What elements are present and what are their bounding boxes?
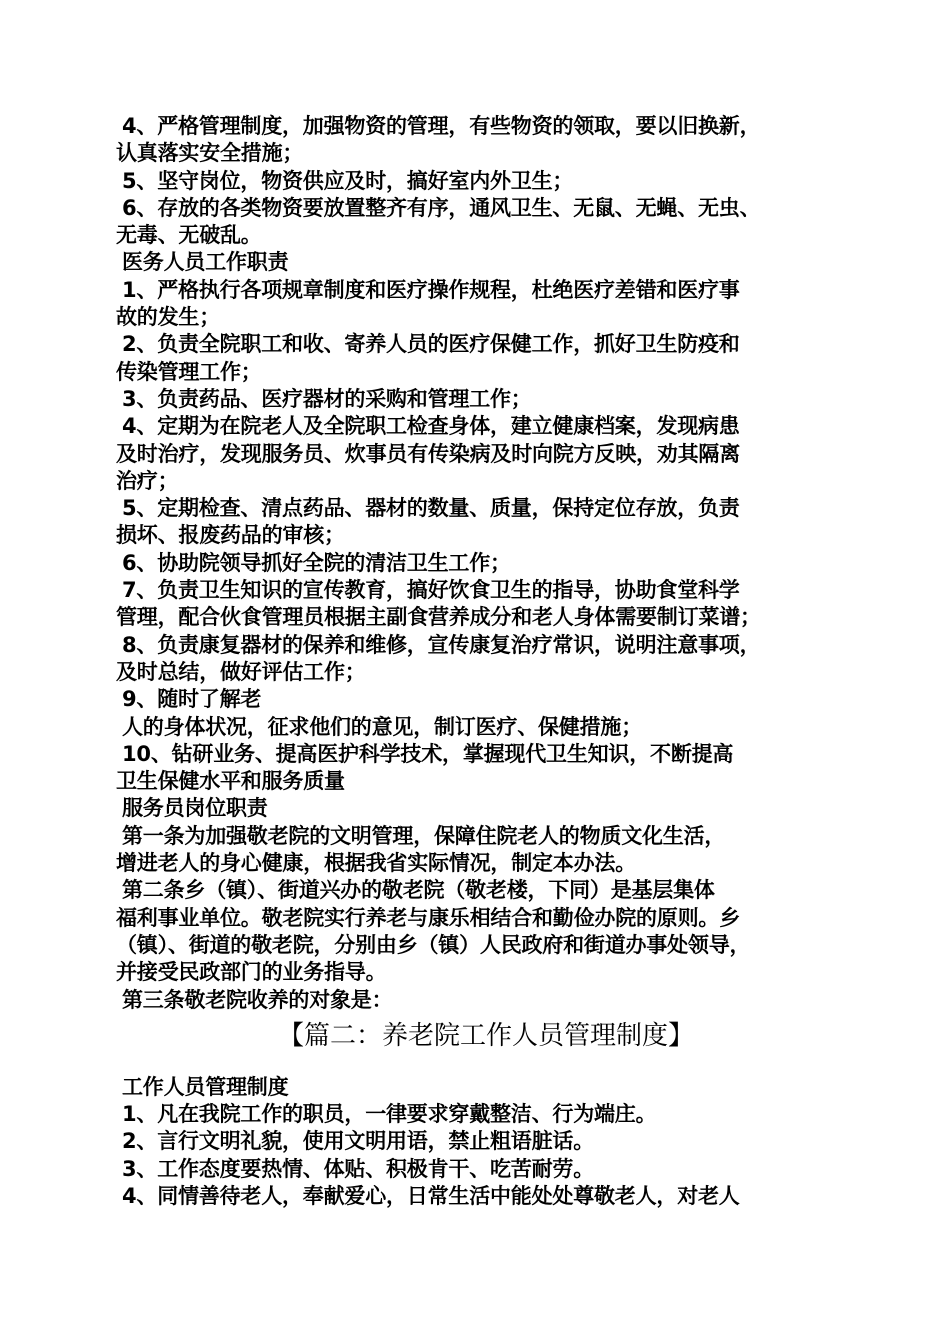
text-line: 传染管理工作； [116, 359, 262, 384]
text-line: 2、言行文明礼貌，使用文明用语，禁止粗语脏话。 [122, 1129, 595, 1154]
text-line: 服务员岗位职责 [122, 796, 268, 821]
text-line: 3、工作态度要热情、体贴、积极肯干、吃苦耐劳。 [122, 1156, 595, 1181]
text-line: （镇）、街道的敬老院，分别由乡（镇）人民政府和街道办事处领导， [116, 932, 751, 957]
text-line: 5、坚守岗位，物资供应及时，搞好室内外卫生； [122, 168, 574, 193]
text-line: 4、定期为在院老人及全院职工检查身体，建立健康档案，发现病患 [122, 414, 740, 439]
text-line: 5、定期检查、清点药品、器材的数量、质量，保持定位存放，负责 [122, 496, 740, 521]
text-line: 第三条敬老院收养的对象是： [122, 987, 393, 1012]
section-heading: 【篇二：养老院工作人员管理制度】 [277, 1020, 694, 1051]
text-line: 增进老人的身心健康，根据我省实际情况，制定本办法。 [116, 851, 636, 876]
text-line: 人的身体状况，征求他们的意见，制订医疗、保健措施； [122, 714, 642, 739]
text-line: 福利事业单位。敬老院实行养老与康乐相结合和勤俭办院的原则。乡 [116, 905, 740, 930]
text-line: 卫生保健水平和服务质量 [116, 769, 345, 794]
text-line: 6、存放的各类物资要放置整齐有序，通风卫生、无鼠、无蝇、无虫、 [122, 195, 761, 220]
text-line: 3、负责药品、医疗器材的采购和管理工作； [122, 386, 532, 411]
text-line: 第二条乡（镇）、街道兴办的敬老院（敬老楼，下同）是基层集体 [122, 878, 715, 903]
text-line: 8、负责康复器材的保养和维修，宣传康复治疗常识，说明注意事项， [122, 632, 761, 657]
text-line: 管理，配合伙食管理员根据主副食营养成分和老人身体需要制订菜谱； [116, 605, 761, 630]
text-line: 9、随时了解老 [122, 687, 262, 712]
text-line: 治疗； [116, 468, 179, 493]
document-body-bottom [116, 1074, 856, 1210]
text-line: 并接受民政部门的业务指导。 [116, 960, 387, 985]
document-body-top [116, 113, 856, 1014]
text-line: 1、凡在我院工作的职员，一律要求穿戴整洁、行为端庄。 [122, 1102, 657, 1127]
text-line: 及时治疗，发现服务员、炊事员有传染病及时向院方反映，劝其隔离 [116, 441, 740, 466]
text-line: 无毒、无破乱。 [116, 223, 262, 248]
text-line: 6、协助院领导抓好全院的清洁卫生工作； [122, 550, 511, 575]
text-line: 损坏、报废药品的审核； [116, 523, 345, 548]
text-line: 10、钻研业务、提高医护科学技术，掌握现代卫生知识，不断提高 [122, 741, 734, 766]
text-line: 认真落实安全措施； [116, 141, 304, 166]
document-page [116, 113, 856, 1210]
text-line: 医务人员工作职责 [122, 250, 289, 275]
text-line: 第一条为加强敬老院的文明管理，保障住院老人的物质文化生活， [122, 823, 726, 848]
text-line: 1、严格执行各项规章制度和医疗操作规程，杜绝医疗差错和医疗事 [122, 277, 740, 302]
text-line: 及时总结，做好评估工作； [116, 659, 366, 684]
text-line: 2、负责全院职工和收、寄养人员的医疗保健工作，抓好卫生防疫和 [122, 332, 740, 357]
text-line: 7、负责卫生知识的宣传教育，搞好饮食卫生的指导，协助食堂科学 [122, 578, 740, 603]
text-line: 故的发生； [116, 305, 220, 330]
text-line: 4、同情善待老人，奉献爱心，日常生活中能处处尊敬老人，对老人 [122, 1183, 740, 1208]
text-line: 4、严格管理制度，加强物资的管理，有些物资的领取，要以旧换新， [122, 114, 761, 138]
text-line: 工作人员管理制度 [122, 1074, 289, 1099]
